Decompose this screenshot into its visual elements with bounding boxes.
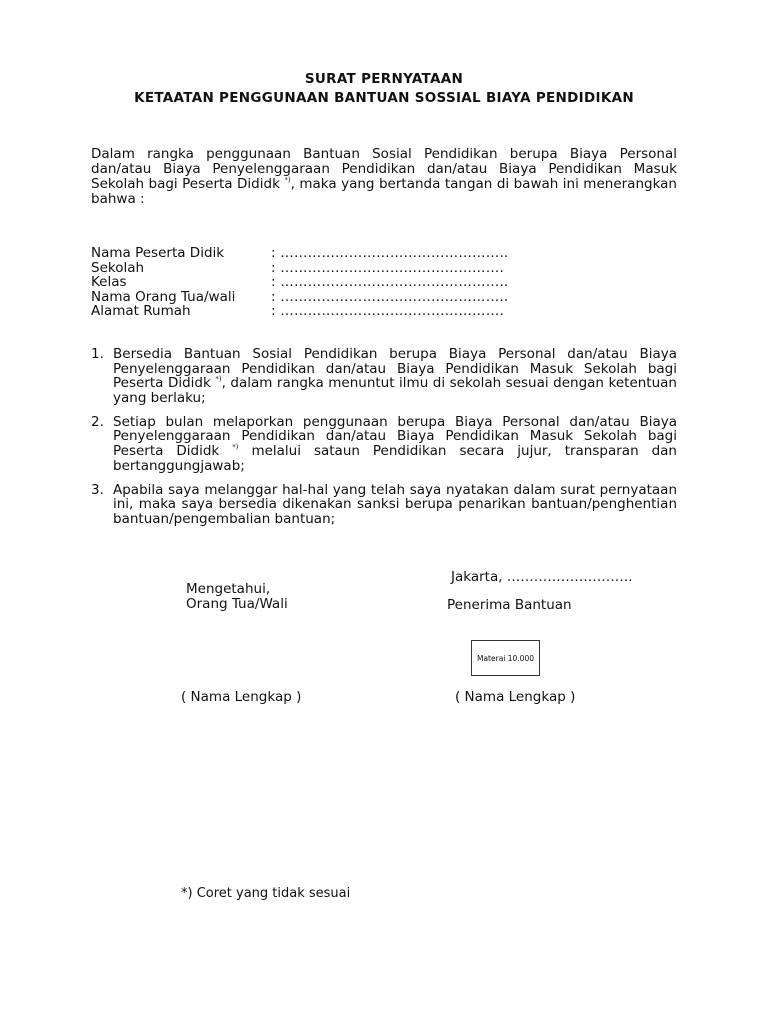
statement-number: 1. <box>91 346 104 362</box>
field-row <box>91 275 508 290</box>
document-title: SURAT PERNYATAAN <box>304 71 464 87</box>
field-row <box>91 290 508 305</box>
intro-paragraph <box>91 147 677 207</box>
intro-text: Dalam rangka penggunaan Bantuan Sosial Pendidikan berupa Biaya Personal dan/atau Biaya Penyelenggaraan Pendidikan dan/atau Biaya Pendidikan Masuk Sekolah bagi Peserta Dididk <box>91 146 677 192</box>
field-row <box>91 261 508 276</box>
field-label: Nama Orang Tua/wali <box>91 288 236 305</box>
field-label: Kelas <box>91 274 127 291</box>
acknowledger-name: ( Nama Lengkap ) <box>181 689 302 705</box>
acknowledger-block <box>186 582 288 612</box>
field-row <box>91 304 508 319</box>
field-label: Sekolah <box>91 259 145 276</box>
statement-text-end: , dalam rangka menuntut ilmu di sekolah sesuai dengan ketentuan yang berlaku; <box>113 375 677 406</box>
footnote: *) Coret yang tidak sesuai <box>181 886 351 901</box>
statement-text: Setiap bulan melaporkan penggunaan berupa Biaya Personal dan/atau Biaya Penyelenggaraan Pendidikan dan/atau Biaya Pendidikan Masuk Sekolah bagi Peserta Dididk <box>113 413 677 460</box>
materai-label: Materai 10.000 <box>476 653 534 663</box>
document-subtitle: KETAATAN PENGGUNAAN BANTUAN SOSSIAL BIAYA PENDIDIKAN <box>134 90 634 106</box>
statement-item <box>91 483 677 527</box>
field-value: : ………………………………………….. <box>271 288 509 305</box>
field-value: : …………………………………………. <box>271 303 504 320</box>
materai-stamp-box <box>471 640 540 676</box>
statement-text: Bersedia Bantuan Sosial Pendidikan berupa Biaya Personal dan/atau Biaya Penyelenggaraan Pendidikan dan/atau Biaya Pendidikan Masuk Sekolah bagi Peserta Dididk <box>113 346 677 392</box>
statement-footnote-mark: *) <box>215 375 222 384</box>
field-row <box>91 246 508 261</box>
statement-list <box>91 347 677 536</box>
field-label: Alamat Rumah <box>91 303 191 320</box>
field-value: : …………………………………………. <box>271 259 504 276</box>
statement-item <box>91 415 677 473</box>
field-label: Nama Peserta Didik <box>91 245 225 261</box>
statement-number: 3. <box>91 481 104 498</box>
statement-text: Apabila saya melanggar hal-hal yang telah saya nyatakan dalam surat pernyataan ini, maka saya bersedia dikenakan sanksi berupa penarikan bantuan/penghentian bantuan/pengembalian bantuan; <box>113 481 677 527</box>
recipient-role: Penerima Bantuan <box>447 597 572 613</box>
statement-item <box>91 347 677 405</box>
date-line: Jakarta, ………………………. <box>451 569 633 585</box>
acknowledger-role: Orang Tua/Wali <box>186 596 288 612</box>
statement-text-end: melalui sataun Pendidikan secara jujur, transparan dan bertanggungjawab; <box>113 443 677 474</box>
intro-text-end: , maka yang bertanda tangan di bawah ini menerangkan bahwa : <box>91 176 677 207</box>
statement-footnote-mark: *) <box>232 443 239 452</box>
recipient-name: ( Nama Lengkap ) <box>455 689 576 705</box>
acknowledger-heading: Mengetahui, <box>186 581 271 597</box>
identity-fields <box>91 246 508 319</box>
statement-number: 2. <box>91 413 104 430</box>
intro-footnote-mark: *) <box>284 176 291 184</box>
field-value: : ………………………………………….. <box>271 245 509 261</box>
field-value: : ………………………………………….. <box>271 274 509 291</box>
